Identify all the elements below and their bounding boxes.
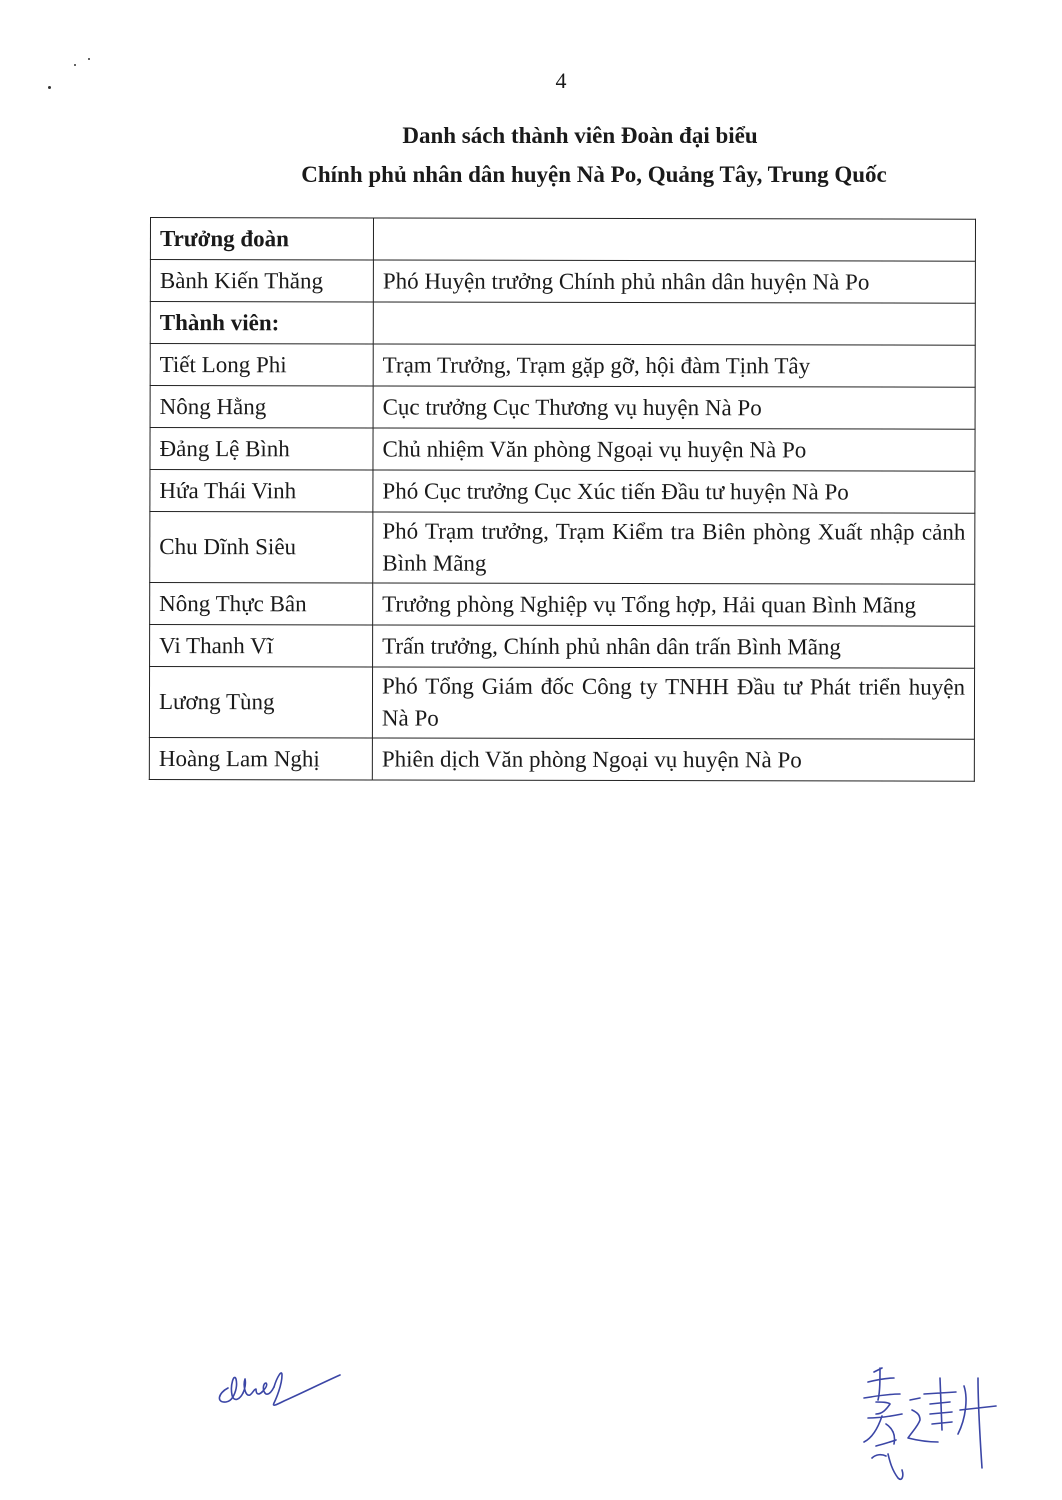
- table-row: [150, 260, 975, 304]
- table-row: [150, 344, 975, 388]
- member-name: Vi Thanh Vĩ: [150, 625, 373, 667]
- section-header-members: Thành viên:: [150, 302, 373, 344]
- member-name: Chu Dĩnh Siêu: [150, 512, 373, 583]
- member-role: Phiên dịch Văn phòng Ngoại vụ huyện Nà Po: [372, 738, 974, 781]
- member-role: Phó Trạm trưởng, Trạm Kiểm tra Biên phòng Xuất nhập cảnh Bình Mãng: [373, 512, 975, 584]
- member-name: Lương Tùng: [149, 667, 372, 738]
- table-row: [150, 512, 975, 585]
- vietnamese-signature: [212, 1355, 352, 1415]
- table-row: [150, 583, 975, 627]
- member-name: Nông Thực Bân: [150, 583, 373, 625]
- role-cell: [373, 218, 975, 261]
- table-row: [150, 428, 975, 472]
- member-name: Hứa Thái Vinh: [150, 470, 373, 512]
- section-header-leader: Trưởng đoàn: [150, 218, 373, 260]
- table-row: [150, 218, 975, 262]
- table-row: [150, 625, 975, 669]
- member-role: Chủ nhiệm Văn phòng Ngoại vụ huyện Nà Po: [373, 428, 975, 471]
- table-row: [150, 386, 975, 430]
- chinese-signature: [846, 1358, 1006, 1488]
- member-role: Phó Tổng Giám đốc Công ty TNHH Đầu tư Phát triển huyện Nà Po: [372, 667, 974, 739]
- member-name: Hoàng Lam Nghị: [149, 737, 372, 779]
- member-role: Cục trưởng Cục Thương vụ huyện Nà Po: [373, 386, 975, 429]
- member-name: Đảng Lệ Bình: [150, 428, 373, 470]
- member-role: Trấn trưởng, Chính phủ nhân dân trấn Bình Mãng: [373, 625, 975, 668]
- document-title: Danh sách thành viên Đoàn đại biểu: [402, 123, 758, 148]
- member-role: Trạm Trưởng, Trạm gặp gỡ, hội đàm Tịnh Tây: [373, 344, 975, 387]
- member-name: Nông Hằng: [150, 386, 373, 428]
- member-role: Phó Cục trưởng Cục Xúc tiến Đầu tư huyện Nà Po: [373, 470, 975, 513]
- member-name: Bành Kiến Thăng: [150, 260, 373, 302]
- page-number: 4: [555, 68, 567, 93]
- table-row: [150, 470, 975, 514]
- table-row: [149, 667, 974, 740]
- member-role: Trưởng phòng Nghiệp vụ Tổng hợp, Hải quan Bình Mãng: [373, 583, 975, 626]
- table-row: [150, 302, 975, 346]
- scan-speck: [88, 58, 90, 60]
- table-row: [149, 737, 974, 781]
- member-name: Tiết Long Phi: [150, 344, 373, 386]
- delegation-table: [149, 217, 976, 782]
- member-role: Phó Huyện trưởng Chính phủ nhân dân huyện Nà Po: [373, 260, 975, 303]
- scan-speck: [74, 64, 76, 66]
- role-cell: [373, 302, 975, 345]
- document-subtitle: Chính phủ nhân dân huyện Nà Po, Quảng Tây, Trung Quốc: [301, 162, 887, 187]
